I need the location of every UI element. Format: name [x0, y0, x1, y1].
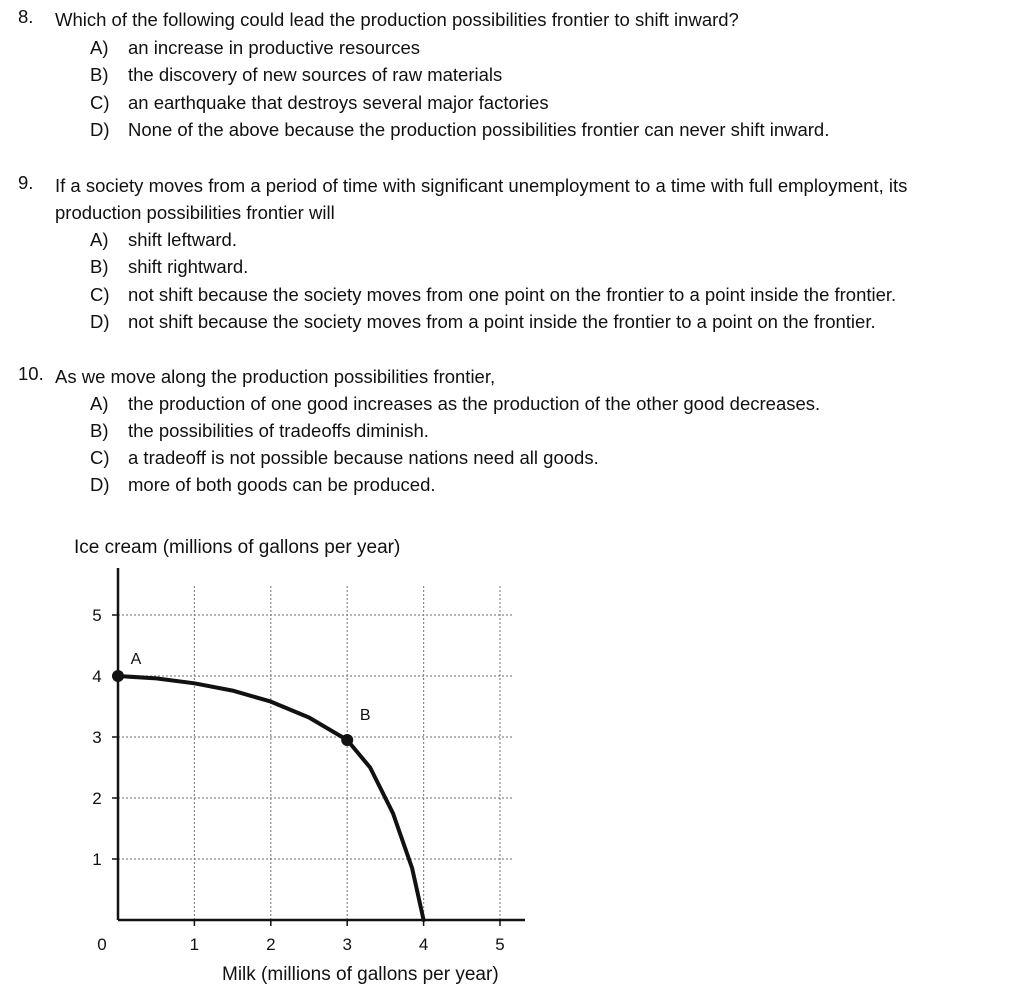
option-text: more of both goods can be produced.: [128, 474, 436, 495]
option-text: an increase in productive resources: [128, 37, 421, 58]
option-text: shift leftward.: [128, 229, 237, 250]
question-stem: As we move along the production possibilities frontier,: [55, 366, 496, 387]
option-text: a tradeoff is not possible because nations need all goods.: [128, 447, 599, 468]
option-text: the possibilities of tradeoffs diminish.: [128, 420, 429, 441]
option-letter: B): [90, 64, 109, 85]
option-letter: B): [90, 420, 109, 441]
y-tick-label: 5: [92, 606, 102, 625]
x-tick-label: 1: [189, 935, 200, 954]
point-label-a: A: [130, 651, 142, 668]
option-text: not shift because the society moves from one point on the frontier to a point inside the frontier.: [128, 284, 897, 305]
option-letter: A): [90, 229, 109, 250]
option-text: None of the above because the production possibilities frontier can never shift inward.: [128, 119, 830, 140]
option-letter: C): [90, 284, 110, 305]
y-axis-label: Ice cream (millions of gallons per year): [74, 537, 401, 558]
y-tick-label: 1: [92, 850, 102, 869]
option-text: not shift because the society moves from a point inside the frontier to a point on the frontier.: [128, 311, 876, 332]
x-tick-label: 4: [418, 935, 429, 954]
option-letter: D): [90, 474, 110, 495]
x-tick-label: 0: [97, 935, 107, 954]
option-letter: D): [90, 119, 110, 140]
x-tick-label: 3: [342, 935, 352, 954]
point-b: [341, 734, 353, 746]
question-number: 8.: [18, 6, 34, 27]
question-number: 9.: [18, 172, 34, 193]
option-letter: B): [90, 256, 109, 277]
option-letter: C): [90, 92, 110, 113]
point-a: [112, 670, 124, 682]
x-tick-label: 5: [495, 935, 505, 954]
x-axis-label: Milk (millions of gallons per year): [222, 964, 499, 985]
x-tick-label: 2: [266, 935, 276, 954]
point-label-b: B: [359, 707, 371, 725]
option-text: the discovery of new sources of raw materials: [128, 64, 503, 85]
option-letter: C): [90, 447, 110, 468]
question-stem: Which of the following could lead the production possibilities frontier to shift inward?: [55, 9, 739, 30]
question-stem: If a society moves from a period of time with significant unemployment to a time with full employment, its production possibilities frontier will: [55, 175, 908, 223]
option-text: shift rightward.: [128, 256, 249, 277]
y-tick-label: 3: [92, 728, 102, 747]
y-tick-label: 2: [92, 789, 102, 808]
option-text: the production of one good increases as the production of the other good decreases.: [128, 393, 821, 414]
option-letter: D): [90, 311, 110, 332]
option-letter: A): [90, 393, 109, 414]
option-letter: A): [90, 37, 109, 58]
option-text: an earthquake that destroys several major factories: [128, 92, 549, 113]
question-number: 10.: [18, 363, 44, 384]
y-tick-label: 4: [92, 667, 102, 686]
